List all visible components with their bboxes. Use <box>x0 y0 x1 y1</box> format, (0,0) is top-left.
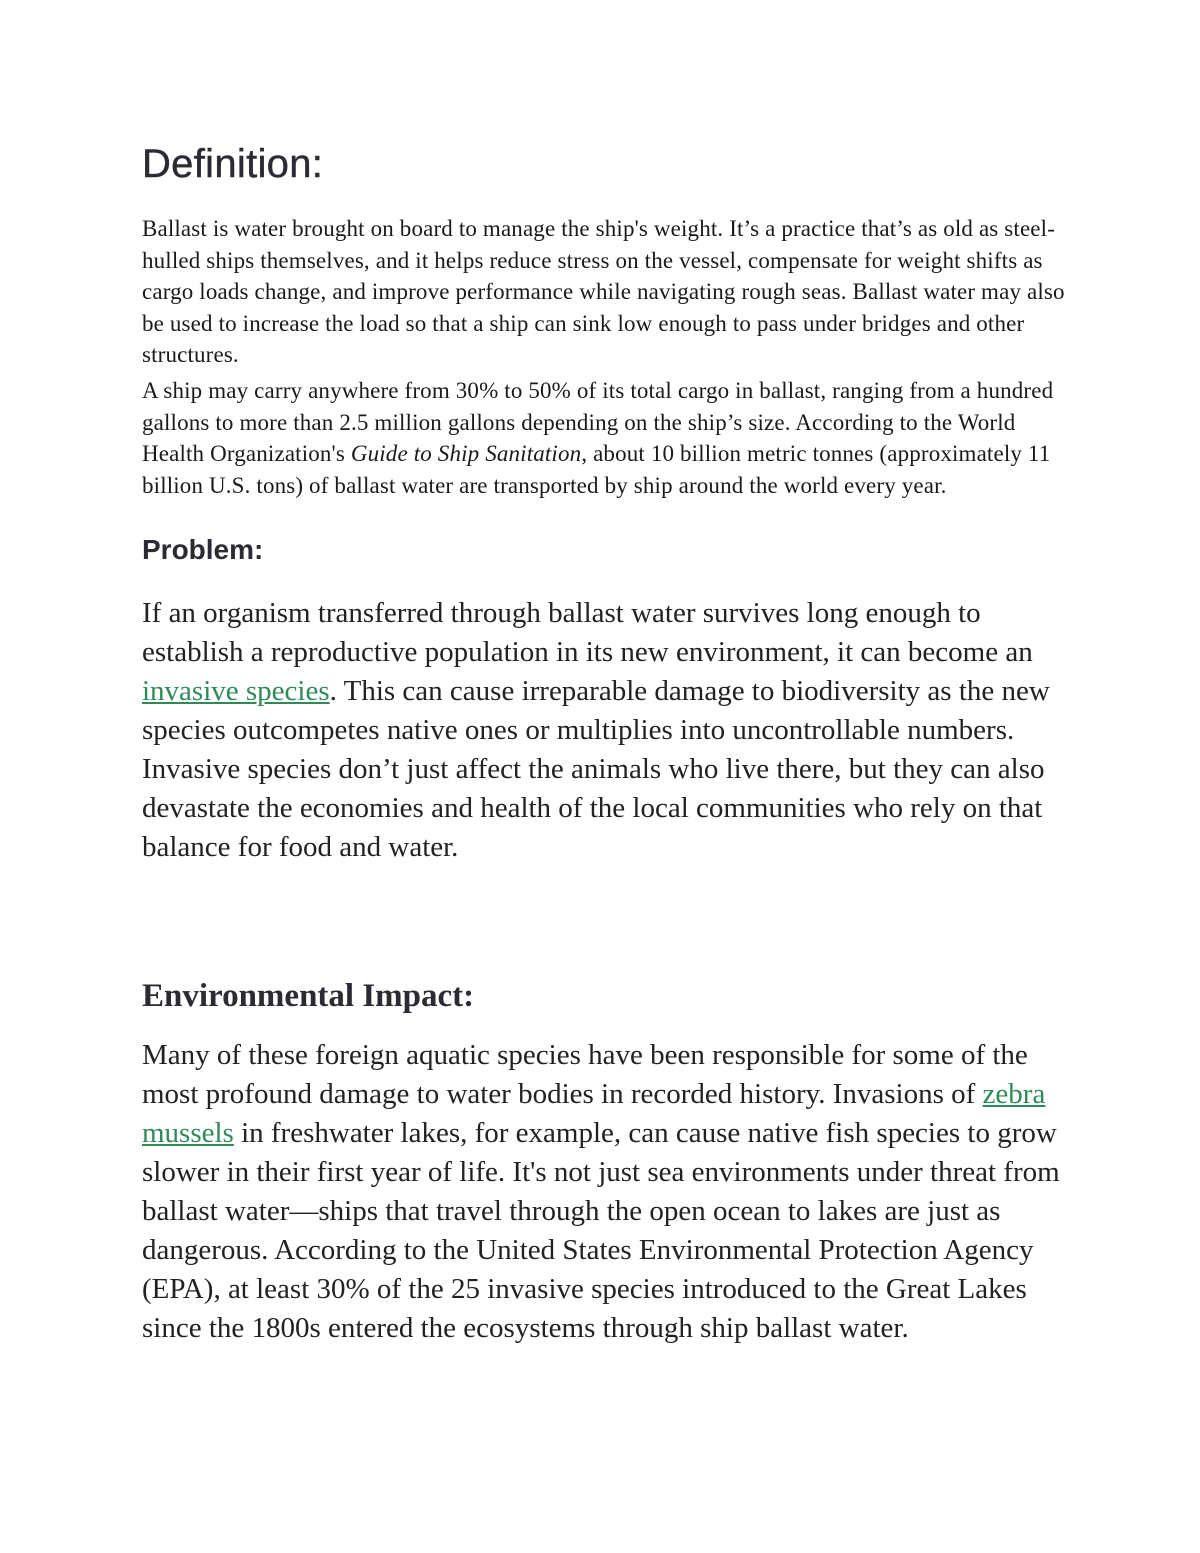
problem-heading: Problem: <box>142 534 264 565</box>
environmental-impact-paragraph <box>142 1036 1072 1348</box>
definition-paragraph-2 <box>142 375 1072 501</box>
guide-title: Guide to Ship Sanitation <box>350 441 582 467</box>
problem-text: If an organism transferred through ballast water survives long enough to establish a reproductive population in its new environment, it can become an <box>142 597 1033 668</box>
environmental-impact-text-end: in freshwater lakes, for example, can cause native fish species to grow slower in their first year of life. It's not just sea environments under threat from ballast water—ships that travel through the open ocean to lakes are just as dangerous. According to the United States Environmental Protection Agency (EPA), at least 30% of the 25 invasive species introduced to the Great Lakes since the 1800s entered the ecosystems through ship ballast water. <box>142 1117 1060 1344</box>
problem-paragraph <box>142 594 1072 867</box>
definition-heading: Definition: <box>142 142 324 186</box>
problem-text-end: . This can cause irreparable damage to biodiversity as the new species outcompetes native ones or multiplies into uncontrollable numbers. Invasive species don’t just affect the animals who live there, but they can also devastate the economies and health of the local communities who rely on that balance for food and water. <box>142 675 1050 863</box>
environmental-impact-heading: Environmental Impact: <box>142 978 475 1014</box>
definition-paragraph-1: Ballast is water brought on board to manage the ship's weight. It’s a practice that’s as old as steel-hulled ships themselves, and it helps reduce stress on the vessel, compensate for weight shifts as cargo loads change, and improve performance while navigating rough seas. Ballast water may also be used to increase the load so that a ship can sink low enough to pass under bridges and other structures. <box>142 216 1065 368</box>
definition-paragraph-2-text: A ship may carry anywhere from 30% to 50% of its total cargo in ballast, ranging from a hundred gallons to more than 2.5 million gallons depending on the ship’s size. According to the World Health Organization's <box>142 378 1054 467</box>
invasive-species-link[interactable]: invasive species <box>142 675 330 707</box>
environmental-impact-text: Many of these foreign aquatic species have been responsible for some of the most profound damage to water bodies in recorded history. Invasions of <box>142 1039 1028 1110</box>
definition-paragraph-2-text-end: , about 10 billion metric tonnes (approximately 11 billion U.S. tons) of ballast water are transported by ship around the world every year. <box>142 441 1051 498</box>
zebra-mussels-link[interactable]: zebra mussels <box>142 1078 1046 1149</box>
